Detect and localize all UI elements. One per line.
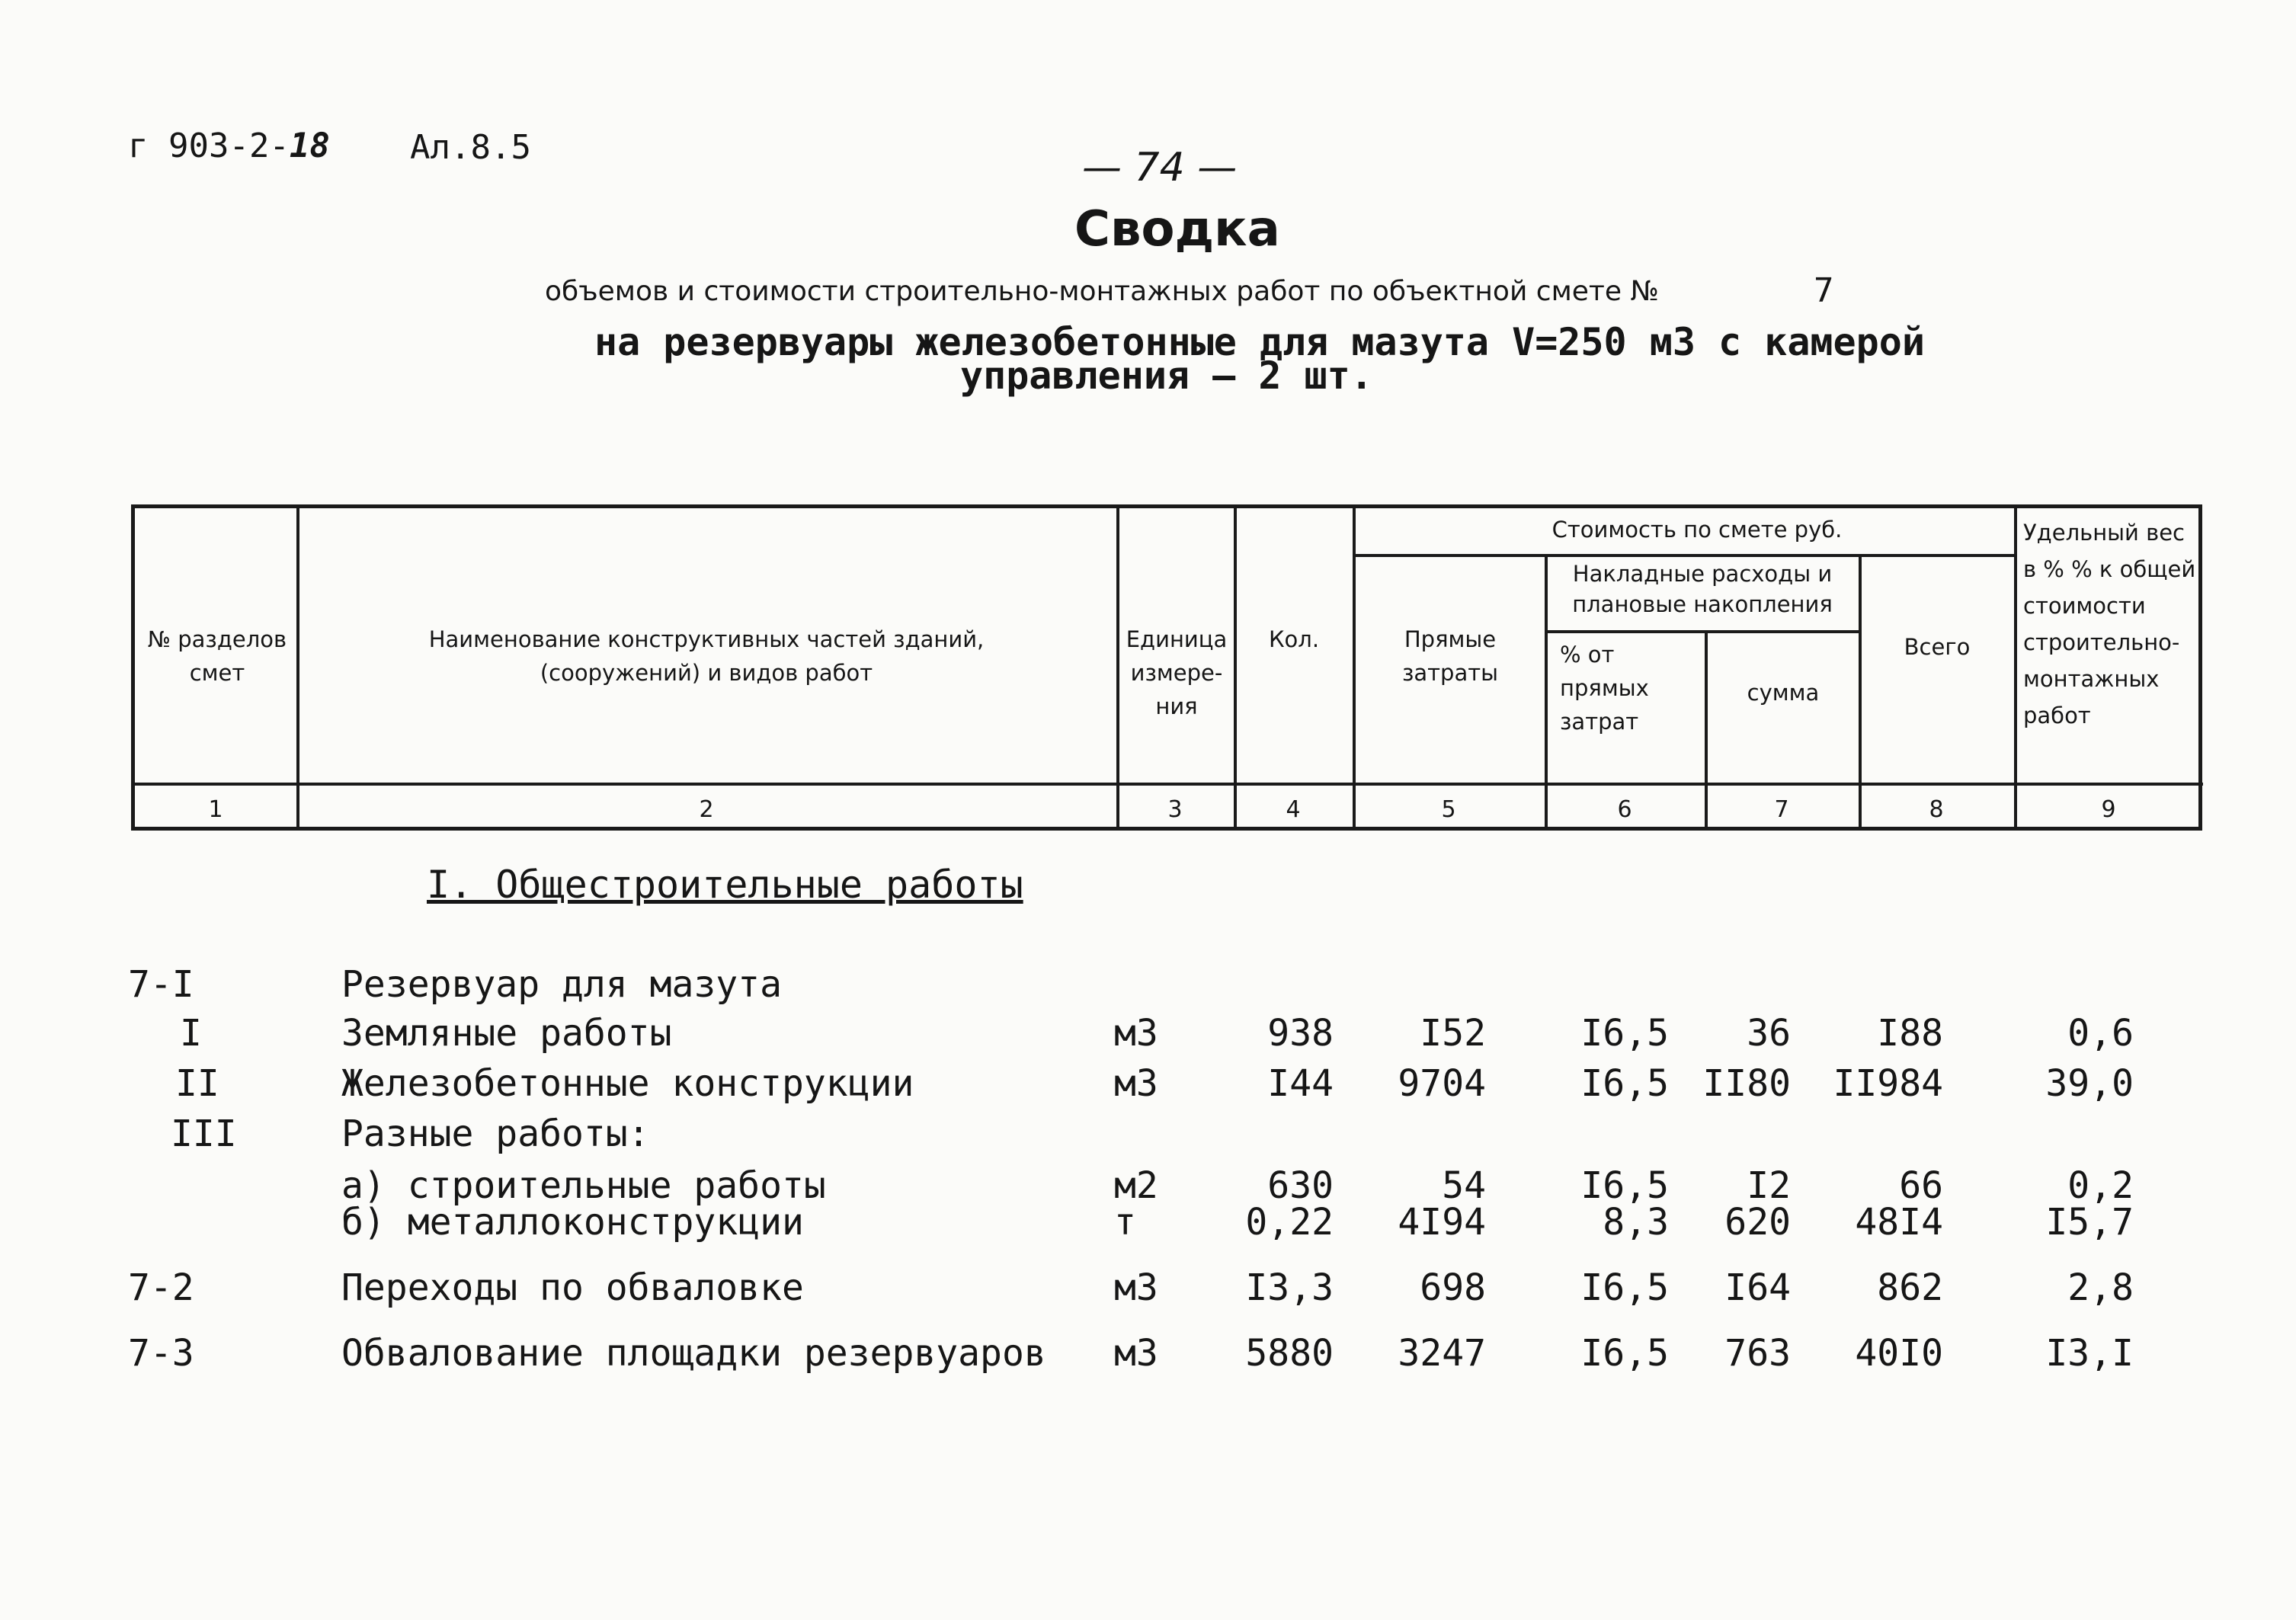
column-divider [2014,508,2017,827]
header-unit: Единица измере-ния [1126,626,1228,719]
table-row [0,1012,2296,1058]
column-divider [1545,554,1548,827]
estimate-number: 7 [1814,271,1834,310]
row-quantity: I44 [1267,1062,1334,1105]
row-direct-costs: 698 [1420,1266,1486,1309]
sheet-reference: Ал.8.5 [410,128,531,167]
column-number: 1 [208,796,223,823]
row-unit: т [1114,1201,1136,1244]
row-quantity: 5880 [1245,1332,1334,1375]
document-code [128,126,330,165]
column-divider [1859,554,1862,827]
table-row [0,1266,2296,1312]
row-share: I3,I [2045,1332,2134,1375]
row-overhead-sum: 36 [1747,1012,1791,1055]
row-code: I [180,1012,202,1055]
row-code: II [175,1062,219,1105]
row-name: а) строительные работы [341,1164,826,1207]
row-quantity: I3,3 [1245,1266,1334,1309]
column-number: 4 [1286,796,1301,823]
row-unit: м3 [1114,1012,1158,1055]
row-overhead-sum: I64 [1724,1266,1791,1309]
row-direct-costs: 54 [1442,1164,1486,1207]
document-title: Сводка [1074,201,1280,258]
header-total: Всего [1904,634,1971,660]
row-name: б) металлоконструкции [341,1201,804,1244]
row-name: Обвалование площадки резервуаров [341,1332,1046,1375]
row-quantity: 0,22 [1245,1201,1334,1244]
header-cost-group: Стоимость по смете руб. [1551,517,1843,543]
column-divider [1116,508,1119,827]
row-quantity: 938 [1267,1012,1334,1055]
column-divider [1234,508,1237,827]
row-divider [1545,630,1859,633]
row-unit: м3 [1114,1266,1158,1309]
row-share: 2,8 [2067,1266,2134,1309]
row-overhead-percent: I6,5 [1580,1332,1669,1375]
document-code-text: г 903-2- [128,126,290,165]
column-number: 7 [1774,796,1789,823]
column-divider [296,508,299,827]
row-quantity: 630 [1267,1164,1334,1207]
row-total: I88 [1877,1012,1943,1055]
header-share: Удельный вес в % % к общей стоимости строительно-монтажных работ [2023,520,2196,728]
header-quantity: Кол. [1268,626,1320,652]
column-number: 8 [1929,796,1944,823]
column-number: 2 [699,796,714,823]
row-name: Резервуар для мазута [341,963,782,1006]
header-overhead-sum: сумма [1747,680,1820,706]
row-share: 0,2 [2067,1164,2134,1207]
summary-table-header [131,504,2202,831]
row-divider [135,783,2203,786]
table-row [0,1062,2296,1108]
row-overhead-percent: I6,5 [1580,1266,1669,1309]
column-number: 5 [1441,796,1456,823]
row-name: Железобетонные конструкции [341,1062,914,1105]
table-row [0,1113,2296,1158]
row-code: 7-3 [128,1332,194,1375]
header-work-name: Наименование конструктивных частей зданий, (сооружений) и видов работ [428,626,985,686]
row-unit: м2 [1114,1164,1158,1207]
row-direct-costs: I52 [1420,1012,1486,1055]
row-code: 7-I [128,963,194,1006]
row-overhead-sum: II80 [1702,1062,1791,1105]
row-share: 39,0 [2045,1062,2134,1105]
row-total: 66 [1899,1164,1943,1207]
column-number: 3 [1167,796,1183,823]
header-overhead-percent: % от прямых затрат [1560,642,1649,735]
column-number: 6 [1617,796,1632,823]
row-name: Переходы по обваловке [341,1266,804,1309]
table-row [0,1201,2296,1247]
row-direct-costs: 3247 [1398,1332,1486,1375]
row-total: 48I4 [1855,1201,1943,1244]
object-description-line1: на резервуары железобетонные для мазута V=250 м3 с камерой [594,320,1925,364]
row-total: 40I0 [1855,1332,1943,1375]
row-unit: м3 [1114,1062,1158,1105]
row-overhead-sum: I2 [1747,1164,1791,1207]
row-unit: м3 [1114,1332,1158,1375]
row-total: II984 [1833,1062,1943,1105]
row-overhead-percent: I6,5 [1580,1062,1669,1105]
row-share: 0,6 [2067,1012,2134,1055]
row-overhead-percent: 8,3 [1603,1201,1669,1244]
row-overhead-sum: 620 [1724,1201,1791,1244]
section-title: I. Общестроительные работы [427,863,1023,907]
column-number: 9 [2101,796,2116,823]
row-overhead-sum: 763 [1724,1332,1791,1375]
row-code: 7-2 [128,1266,194,1309]
header-overhead-group: Накладные расходы и плановые накопления [1572,561,1833,617]
row-divider [1353,554,2014,557]
row-direct-costs: 9704 [1398,1062,1486,1105]
row-direct-costs: 4I94 [1398,1201,1486,1244]
row-code: III [171,1113,237,1155]
row-total: 862 [1877,1266,1943,1309]
object-description-line2: управления – 2 шт. [960,354,1373,398]
header-direct-costs: Прямые затраты [1401,626,1499,686]
row-share: I5,7 [2045,1201,2134,1244]
header-section-number: № разделов смет [147,626,287,686]
row-name: Земляные работы [341,1012,672,1055]
row-name: Разные работы: [341,1113,650,1155]
row-overhead-percent: I6,5 [1580,1164,1669,1207]
table-row [0,963,2296,1009]
page-number: — 74 — [1082,145,1238,190]
table-row [0,1332,2296,1378]
document-subtitle: объемов и стоимости строительно-монтажных работ по объектной смете № [545,276,1659,307]
document-code-handwritten: 18 [289,126,330,165]
row-overhead-percent: I6,5 [1580,1012,1669,1055]
